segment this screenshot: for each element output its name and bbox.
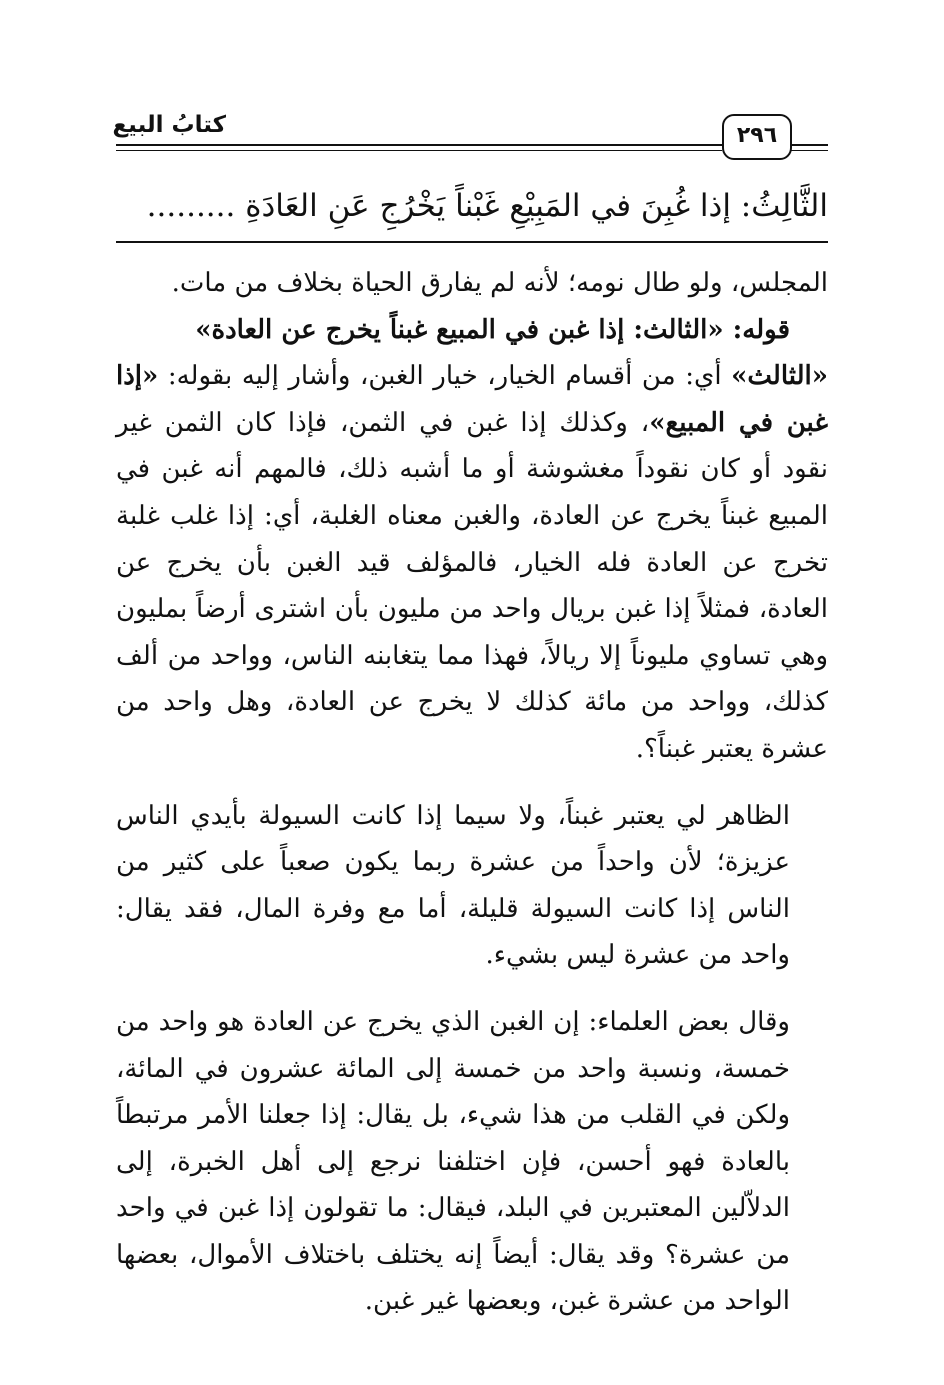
paragraph-explanation (116, 353, 828, 772)
matn-line: الثَّالِثُ: إذا غُبِنَ في المَبِيْعِ غَبْناً يَخْرُجِ عَنِ العَادَةِ ......... (146, 188, 828, 224)
page-number: ٢٩٦ (722, 114, 792, 160)
paragraph-opinion: الظاهر لي يعتبر غبناً، ولا سيما إذا كانت السيولة بأيدي الناس عزيزة؛ لأن واحداً من عشرة ربما يكون صعباً على كثير من الناس إذا كانت السيولة قليلة، أما مع وفرة المال، فقد يقال: واحد من عشرة ليس بشيء. (116, 800, 790, 971)
matn-separator (116, 241, 828, 243)
paragraph-gap (116, 979, 828, 999)
header-rule-right-thin (790, 150, 828, 151)
header-rule-left-thin (116, 150, 722, 151)
text-span: أي: من أقسام الخيار، خيار الغبن، وأشار إليه بقوله: (158, 361, 732, 392)
bold-term-ghubina: «إذا غبن في المبيع» (116, 361, 828, 438)
quote-heading: قوله: «الثالث: إذا غبن في المبيع غبناً يخرج عن العادة» (195, 314, 790, 345)
text-span: ، وكذلك إذا غبن في الثمن، فإذا كان الثمن غير نقود أو كان نقوداً مغشوشة أو ما أشبه ذلك، فالمهم أنه غبن في المبيع غبناً يخرج عن العادة، والغبن معناه الغلبة، أي: إذا غلب غلبة تخرج عن العادة فله الخيار، فالمؤلف قيد الغبن بأن يخرج عن العادة، فمثلاً إذا غبن بريال واحد من مليون بأن اشترى أرضاً بمليون وهي تساوي مليوناً إلا ريالاً، فهذا مما يتغابنه الناس، وواحد من ألف كذلك، وواحد من مائة كذلك لا يخرج عن العادة، وهل واحد من عشرة يعتبر غبناً؟. (116, 407, 828, 764)
paragraph-gap (116, 773, 828, 793)
header-rule-right (790, 144, 828, 146)
header-rule-left (116, 144, 722, 146)
paragraph-scholars: وقال بعض العلماء: إن الغبن الذي يخرج عن العادة هو واحد من خمسة، ونسبة واحد من خمسة إلى المائة عشرون في المائة، ولكن في القلب من هذا شيء، بل يقال: إذا جعلنا الأمر مرتبطاً بالعادة فهو أحسن، فإن اختلفنا نرجع إلى أهل الخبرة، إلى الدلاّلين المعتبرين في البلد، فيقال: ما تقولون إذا غبن في واحد من عشرة؟ وقد يقال: أيضاً إنه يختلف باختلاف الأموال، بعضها الواحد من عشرة غبن، وبعضها غير غبن. (116, 1006, 790, 1317)
bold-term-thalith: «الثالث» (731, 361, 828, 392)
paragraph-continuation: المجلس، ولو طال نومه؛ لأنه لم يفارق الحياة بخلاف من مات. (171, 268, 828, 298)
running-header-title: كتابُ البيع (112, 112, 226, 138)
commentary-text (116, 260, 828, 1325)
